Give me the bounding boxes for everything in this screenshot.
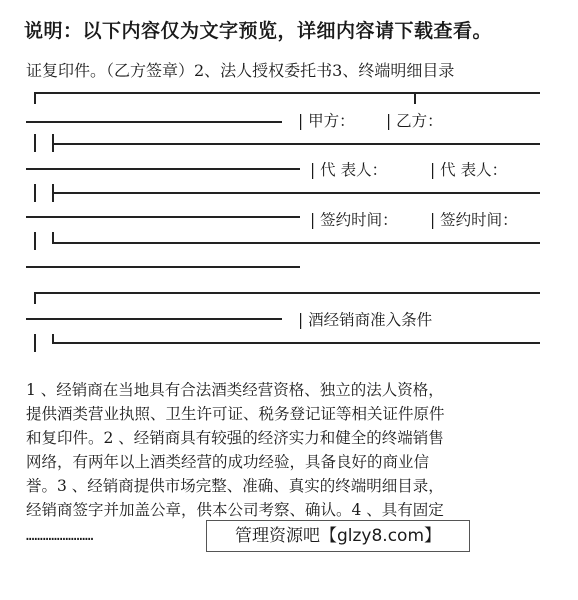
preview-notice: 说明：以下内容仅为文字预览，详细内容请下载查看。 xyxy=(24,20,493,42)
table-rule xyxy=(414,92,416,104)
sign-date-a-label: | 签约时间： xyxy=(310,211,398,229)
table-rule xyxy=(26,266,300,268)
party-a-label: | 甲方： xyxy=(298,112,355,130)
paragraph-line: 和复印件。2 、经销商具有较强的经济实力和健全的终端销售 xyxy=(26,429,444,447)
table-rule xyxy=(34,134,36,152)
table-rule xyxy=(26,121,282,123)
table-rule xyxy=(34,92,36,104)
table-rule xyxy=(34,292,36,304)
conditions-paragraph xyxy=(26,378,546,522)
paragraph-line: 提供酒类营业执照、卫生许可证、税务登记证等相关证件原件 xyxy=(26,405,445,423)
table-rule xyxy=(34,184,36,202)
table-rule xyxy=(26,168,300,170)
attachment-list-line: 证复印件。（乙方签章）2、法人授权委托书3、终端明细目录 xyxy=(26,61,455,80)
paragraph-line: 经销商签字并加盖公章，供本公司考察、确认。4 、具有固定 xyxy=(26,501,444,519)
table-rule xyxy=(26,216,300,218)
table-rule xyxy=(34,232,36,250)
paragraph-line: 誉。3 、经销商提供市场完整、准确、真实的终端明细目录， xyxy=(26,477,444,495)
party-b-label: | 乙方： xyxy=(386,112,443,130)
table-rule xyxy=(52,143,540,145)
table-rule xyxy=(52,242,540,244)
representative-b-label: | 代 表人： xyxy=(430,161,508,179)
representative-a-label: | 代 表人： xyxy=(310,161,388,179)
sign-date-b-label: | 签约时间： xyxy=(430,211,518,229)
paragraph-line: 网络，有两年以上酒类经营的成功经验，具备良好的商业信 xyxy=(26,453,430,471)
table-rule xyxy=(34,334,36,352)
table-rule xyxy=(34,292,540,294)
continuation-ellipsis: …………………… xyxy=(26,528,94,544)
table-rule xyxy=(34,92,540,94)
table-rule xyxy=(52,192,540,194)
table-rule xyxy=(52,342,540,344)
site-watermark: 管理资源吧【glzy8.com】 xyxy=(206,520,470,552)
paragraph-line: 1 、经销商在当地具有合法酒类经营资格、独立的法人资格， xyxy=(26,381,444,399)
section-title: | 酒经销商准入条件 xyxy=(298,311,433,329)
table-rule xyxy=(26,318,282,320)
